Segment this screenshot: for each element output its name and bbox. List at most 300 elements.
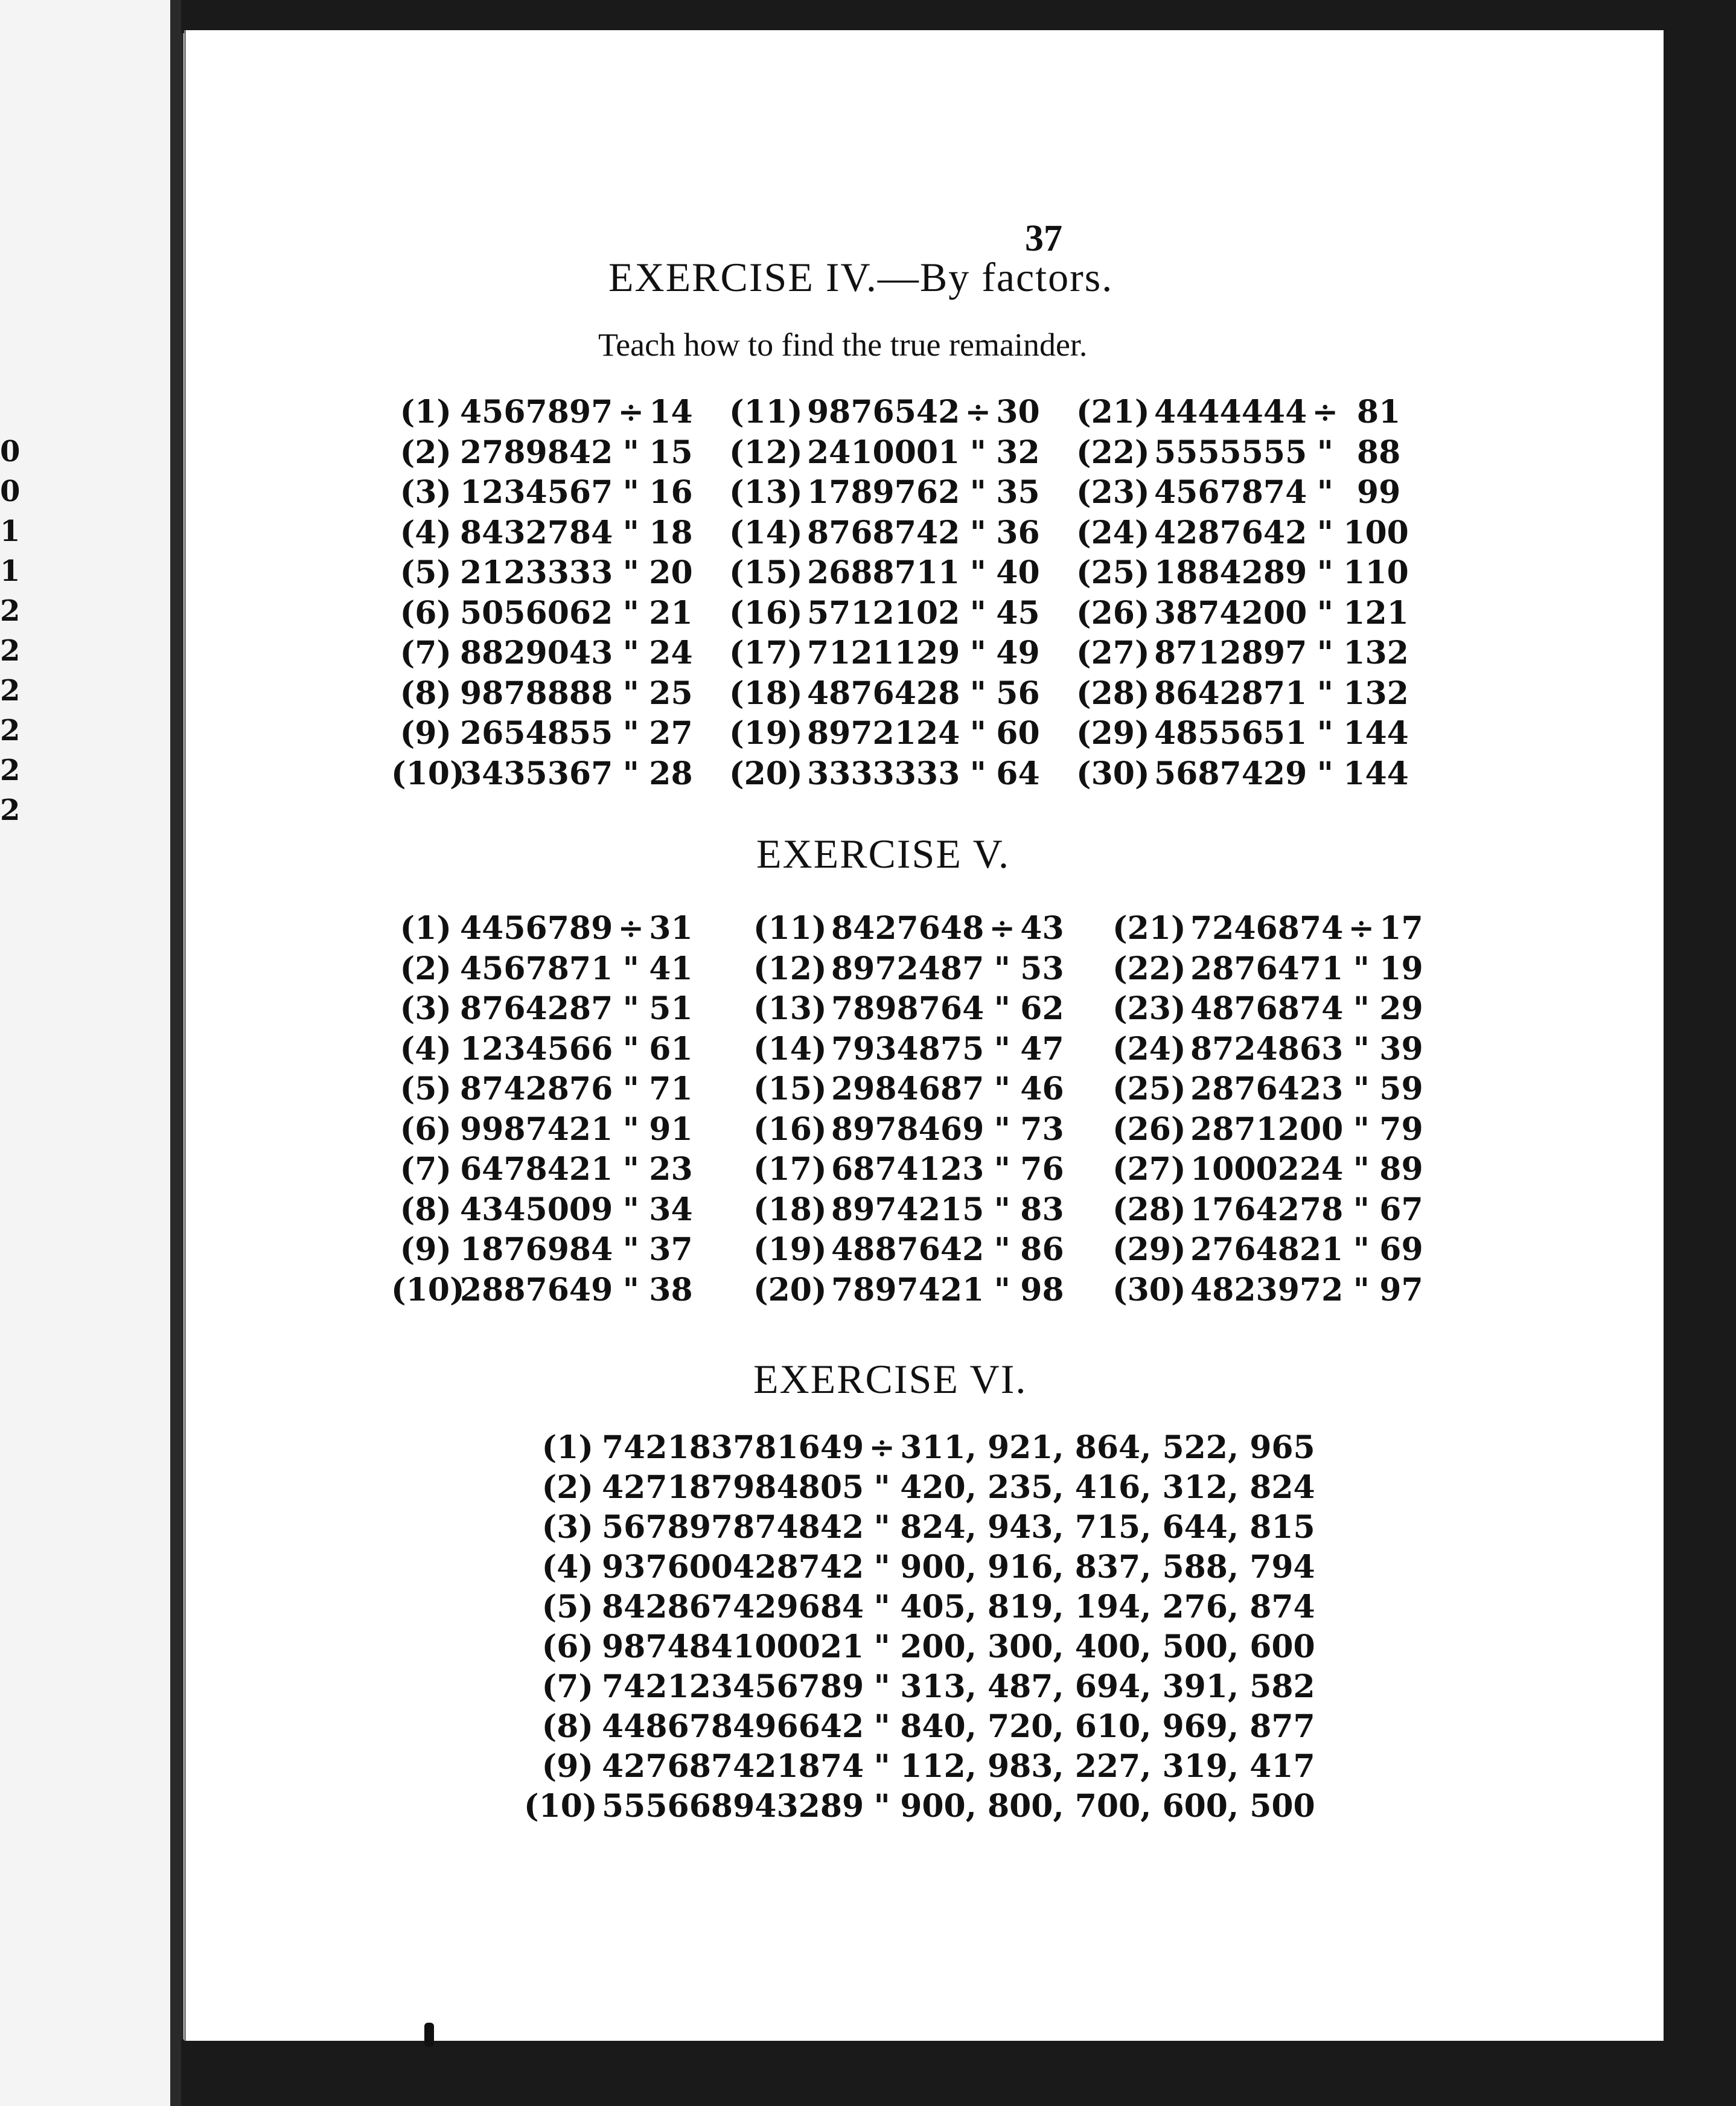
dividend: 8724863 — [1190, 1030, 1344, 1067]
dividend: 555668943289 — [602, 1788, 864, 1825]
division-operator: " — [1353, 990, 1370, 1027]
divisors: 405, 819, 194, 276, 874 — [900, 1589, 1315, 1625]
problem-label: (30) — [1076, 755, 1150, 792]
problem-row — [1076, 473, 1400, 513]
division-operator: " — [873, 1748, 890, 1785]
divisor: 28 — [649, 755, 693, 792]
divisor: 40 — [996, 554, 1040, 591]
divisor: 62 — [1020, 990, 1064, 1027]
division-operator: " — [1316, 674, 1333, 712]
problem-row — [391, 594, 693, 634]
divisor: 132 — [1343, 635, 1409, 671]
margin-digit: 2 — [0, 793, 21, 827]
dividend: 2984687 — [831, 1071, 984, 1107]
problem-row — [391, 754, 693, 795]
divisor: 132 — [1343, 674, 1409, 712]
divisor: 23 — [649, 1151, 693, 1188]
division-operator: " — [994, 1271, 1010, 1308]
divisor: 79 — [1379, 1110, 1423, 1148]
problem-label: (1) — [541, 1429, 593, 1466]
problem-row — [753, 1110, 1064, 1150]
dividend: 8742876 — [460, 1071, 613, 1107]
divisors: 313, 487, 694, 391, 582 — [900, 1668, 1315, 1705]
problem-row — [753, 909, 1064, 949]
divisor: 25 — [649, 674, 693, 712]
exercise-6-title: EXERCISE VI. — [753, 1356, 1027, 1402]
problem-row — [729, 674, 1040, 714]
division-operator: " — [622, 434, 639, 471]
dividend: 2688711 — [807, 554, 960, 591]
problem-row — [1112, 1110, 1423, 1150]
division-operator: " — [622, 674, 639, 712]
problem-label: (22) — [1112, 950, 1186, 987]
problem-label: (11) — [753, 910, 827, 947]
dividend: 2410001 — [807, 434, 960, 471]
problem-row — [1112, 1230, 1423, 1270]
problem-label: (2) — [400, 950, 452, 987]
division-operator: " — [873, 1628, 890, 1665]
problem-label: (18) — [753, 1191, 827, 1228]
division-operator: " — [622, 990, 639, 1027]
problem-label: (9) — [400, 715, 452, 752]
divisor: 97 — [1379, 1271, 1423, 1308]
division-operator: " — [994, 1071, 1010, 1107]
dividend: 7121129 — [807, 635, 960, 671]
problem-row — [391, 1069, 693, 1110]
division-operator: ÷ — [1348, 910, 1375, 947]
dividend: 5056062 — [460, 594, 613, 632]
problem-row — [1076, 714, 1409, 754]
dividend: 4345009 — [460, 1191, 613, 1228]
division-operator: " — [1316, 514, 1333, 551]
problem-label: (25) — [1112, 1071, 1186, 1107]
dividend: 8432784 — [460, 514, 613, 551]
dividend: 5687429 — [1154, 755, 1307, 792]
dividend: 7934875 — [831, 1030, 984, 1067]
dividend: 742123456789 — [602, 1668, 864, 1705]
problem-label: (1) — [400, 394, 452, 430]
division-operator: ÷ — [617, 394, 645, 430]
exercise-4-column-2 — [729, 392, 1040, 794]
problem-label: (6) — [400, 1110, 452, 1148]
dividend: 2871200 — [1190, 1110, 1344, 1148]
previous-page-margin-digits — [0, 432, 21, 830]
problem-row — [753, 989, 1064, 1029]
problem-row — [391, 1230, 693, 1270]
dividend: 427687421874 — [602, 1748, 864, 1785]
exercise-5-column-1 — [391, 909, 693, 1310]
divisors: 900, 916, 837, 588, 794 — [900, 1549, 1315, 1586]
exercise-5-column-2 — [753, 909, 1064, 1310]
dividend: 448678496642 — [602, 1708, 864, 1745]
division-operator: " — [969, 635, 986, 671]
problem-label: (3) — [541, 1509, 593, 1546]
dividend: 4876428 — [807, 674, 960, 712]
problem-row — [753, 1150, 1064, 1190]
dividend: 1764278 — [1190, 1191, 1344, 1228]
margin-digit: 1 — [0, 514, 21, 548]
divisors: 840, 720, 610, 969, 877 — [900, 1708, 1315, 1745]
division-operator: " — [622, 1030, 639, 1067]
divisor: 99 — [1356, 474, 1401, 511]
divisor: 64 — [996, 755, 1040, 792]
division-operator: " — [622, 635, 639, 671]
divisors: 900, 800, 700, 600, 500 — [900, 1788, 1315, 1825]
problem-label: (28) — [1076, 674, 1150, 712]
divisor: 16 — [649, 474, 693, 511]
division-operator: " — [1316, 474, 1333, 511]
divisor: 14 — [649, 394, 693, 430]
dividend: 8974215 — [831, 1191, 984, 1228]
divisors: 200, 300, 400, 500, 600 — [900, 1628, 1315, 1665]
division-operator: " — [873, 1469, 890, 1506]
divisor: 41 — [649, 950, 693, 987]
divisor: 38 — [649, 1271, 693, 1308]
dividend: 4823972 — [1190, 1271, 1344, 1308]
division-operator: " — [1353, 1271, 1370, 1308]
exercise-6-list — [524, 1428, 1315, 1826]
problem-label: (13) — [753, 990, 827, 1027]
problem-row — [1112, 949, 1423, 990]
dividend: 742183781649 — [602, 1429, 864, 1466]
problem-label: (7) — [400, 1151, 452, 1188]
problem-row — [729, 754, 1040, 795]
division-operator: ÷ — [869, 1429, 895, 1466]
dividend: 8764287 — [460, 990, 613, 1027]
margin-digit: 2 — [0, 714, 21, 747]
division-operator: " — [622, 1191, 639, 1228]
division-operator: " — [1353, 1151, 1370, 1188]
dividend: 5555555 — [1154, 434, 1307, 471]
problem-row — [753, 1190, 1064, 1231]
dividend: 2887649 — [460, 1271, 613, 1308]
division-operator: " — [1316, 594, 1333, 632]
problem-label: (17) — [729, 635, 803, 671]
divisor: 73 — [1020, 1110, 1064, 1148]
problem-label: (17) — [753, 1151, 827, 1188]
problem-row — [391, 1190, 693, 1231]
divisor: 15 — [649, 434, 693, 471]
problem-row — [524, 1428, 1315, 1468]
division-operator: " — [622, 1271, 639, 1308]
dividend: 6478421 — [460, 1151, 613, 1188]
division-operator: " — [1353, 1071, 1370, 1107]
problem-label: (30) — [1112, 1271, 1186, 1308]
exercise-5-column-3 — [1112, 909, 1423, 1310]
dividend: 5712102 — [807, 594, 960, 632]
dividend: 1884289 — [1154, 554, 1307, 591]
dividend: 567897874842 — [602, 1509, 864, 1546]
division-operator: " — [873, 1668, 890, 1705]
problem-label: (22) — [1076, 434, 1150, 471]
problem-row — [1112, 1069, 1423, 1110]
scan-shadow-right — [1659, 0, 1736, 2106]
problem-label: (29) — [1076, 715, 1150, 752]
problem-row — [524, 1508, 1315, 1547]
division-operator: " — [622, 1110, 639, 1148]
division-operator: " — [1316, 554, 1333, 591]
division-operator: " — [1316, 715, 1333, 752]
problem-label: (2) — [400, 434, 452, 471]
problem-row — [1112, 1029, 1423, 1070]
division-operator: " — [873, 1549, 890, 1586]
divisor: 36 — [996, 514, 1040, 551]
exercise-4-column-1 — [391, 392, 693, 794]
problem-label: (7) — [541, 1668, 593, 1705]
division-operator: " — [994, 950, 1010, 987]
dividend: 8642871 — [1154, 674, 1307, 712]
dividend: 4887642 — [831, 1231, 984, 1268]
division-operator: " — [622, 594, 639, 632]
divisor: 21 — [649, 594, 693, 632]
dividend: 1234566 — [460, 1030, 613, 1067]
problem-label: (28) — [1112, 1191, 1186, 1228]
division-operator: " — [622, 554, 639, 591]
divisor: 69 — [1379, 1231, 1423, 1268]
problem-row — [729, 553, 1040, 594]
divisor: 100 — [1343, 514, 1409, 551]
margin-digit: 2 — [0, 594, 21, 628]
divisors: 112, 983, 227, 319, 417 — [900, 1748, 1315, 1785]
problem-row — [1076, 433, 1400, 473]
problem-label: (4) — [400, 1030, 452, 1067]
problem-label: (4) — [541, 1549, 593, 1586]
divisor: 35 — [996, 474, 1040, 511]
problem-label: (11) — [729, 394, 803, 430]
division-operator: " — [994, 1231, 1010, 1268]
problem-row — [391, 909, 693, 949]
problem-row — [524, 1787, 1315, 1826]
divisor: 29 — [1379, 990, 1423, 1027]
dividend: 8712897 — [1154, 635, 1307, 671]
division-operator: " — [622, 1151, 639, 1188]
problem-row — [1076, 754, 1409, 795]
dividend: 7897421 — [831, 1271, 984, 1308]
problem-label: (27) — [1112, 1151, 1186, 1188]
divisor: 32 — [996, 434, 1040, 471]
problem-label: (5) — [400, 1071, 452, 1107]
problem-row — [524, 1587, 1315, 1627]
divisor: 76 — [1020, 1151, 1064, 1188]
problem-row — [753, 949, 1064, 990]
problem-row — [524, 1667, 1315, 1707]
problem-label: (25) — [1076, 554, 1150, 591]
problem-row — [729, 392, 1040, 433]
margin-digit: 2 — [0, 754, 21, 787]
dividend: 9987421 — [460, 1110, 613, 1148]
division-operator: " — [969, 554, 986, 591]
problem-row — [1112, 1150, 1423, 1190]
problem-row — [729, 594, 1040, 634]
divisor: 45 — [996, 594, 1040, 632]
divisor: 31 — [649, 910, 693, 947]
dividend: 8972487 — [831, 950, 984, 987]
problem-row — [391, 1110, 693, 1150]
problem-row — [729, 433, 1040, 473]
dividend: 4876874 — [1190, 990, 1344, 1027]
dividend: 4567874 — [1154, 474, 1307, 511]
dividend: 1234567 — [460, 474, 613, 511]
margin-digit: 0 — [0, 475, 21, 508]
problem-row — [1076, 633, 1409, 674]
division-operator: " — [994, 1191, 1010, 1228]
problem-label: (21) — [1076, 394, 1150, 430]
problem-label: (8) — [400, 674, 452, 712]
problem-row — [1076, 594, 1409, 634]
divisor: 49 — [996, 635, 1040, 671]
divisor: 34 — [649, 1191, 693, 1228]
dividend: 1876984 — [460, 1231, 613, 1268]
problem-label: (20) — [729, 755, 803, 792]
divisor: 61 — [649, 1030, 693, 1067]
divisor: 89 — [1379, 1151, 1423, 1188]
division-operator: " — [969, 474, 986, 511]
divisor: 46 — [1020, 1071, 1064, 1107]
page-number: 37 — [1025, 218, 1062, 259]
problem-label: (5) — [400, 554, 452, 591]
divisor: 86 — [1020, 1231, 1064, 1268]
problem-row — [1112, 909, 1423, 949]
division-operator: " — [969, 715, 986, 752]
dividend: 2654855 — [460, 715, 613, 752]
divisor: 121 — [1343, 594, 1409, 632]
problem-label: (27) — [1076, 635, 1150, 671]
problem-row — [1112, 989, 1423, 1029]
problem-row — [524, 1747, 1315, 1787]
problem-label: (23) — [1076, 474, 1150, 511]
divisor: 59 — [1379, 1071, 1423, 1107]
margin-digit: 1 — [0, 554, 21, 588]
problem-label: (29) — [1112, 1231, 1186, 1268]
dividend: 8978469 — [831, 1110, 984, 1148]
division-operator: ÷ — [965, 394, 992, 430]
division-operator: " — [994, 1110, 1010, 1148]
problem-label: (2) — [541, 1469, 593, 1506]
divisor: 98 — [1020, 1271, 1064, 1308]
dividend: 3874200 — [1154, 594, 1307, 632]
dividend: 1789762 — [807, 474, 960, 511]
divisor: 71 — [649, 1071, 693, 1107]
division-operator: " — [1316, 635, 1333, 671]
problem-label: (20) — [753, 1271, 827, 1308]
division-operator: " — [622, 1231, 639, 1268]
problem-row — [391, 513, 693, 554]
divisor: 60 — [996, 715, 1040, 752]
margin-digit: 0 — [0, 435, 21, 469]
margin-digit: 2 — [0, 634, 21, 668]
scan-shadow-top — [181, 0, 1736, 33]
problem-label: (19) — [729, 715, 803, 752]
problem-label: (16) — [753, 1110, 827, 1148]
dividend: 6874123 — [831, 1151, 984, 1188]
exercise-4-column-3 — [1076, 392, 1409, 794]
problem-row — [391, 433, 693, 473]
problem-row — [391, 674, 693, 714]
problem-row — [1076, 674, 1409, 714]
divisor: 144 — [1343, 755, 1409, 792]
divisor: 19 — [1379, 950, 1423, 987]
problem-label: (24) — [1112, 1030, 1186, 1067]
problem-row — [753, 1230, 1064, 1270]
division-operator: " — [969, 434, 986, 471]
dividend: 4567871 — [460, 950, 613, 987]
dividend: 8768742 — [807, 514, 960, 551]
problem-label: (10) — [524, 1788, 598, 1825]
problem-label: (12) — [729, 434, 803, 471]
problem-label: (10) — [391, 755, 465, 792]
divisors: 311, 921, 864, 522, 965 — [900, 1429, 1315, 1466]
division-operator: " — [994, 990, 1010, 1027]
division-operator: ÷ — [989, 910, 1016, 947]
problem-row — [391, 473, 693, 513]
problem-label: (23) — [1112, 990, 1186, 1027]
divisor: 53 — [1020, 950, 1064, 987]
problem-label: (12) — [753, 950, 827, 987]
division-operator: " — [622, 950, 639, 987]
dividend: 987484100021 — [602, 1628, 864, 1665]
problem-label: (3) — [400, 474, 452, 511]
problem-row — [1076, 513, 1409, 554]
dividend: 4444444 — [1154, 394, 1307, 430]
divisor: 39 — [1379, 1030, 1423, 1067]
dividend: 3333333 — [807, 755, 960, 792]
problem-label: (5) — [541, 1589, 593, 1625]
problem-label: (3) — [400, 990, 452, 1027]
division-operator: ÷ — [617, 910, 645, 947]
problem-row — [391, 989, 693, 1029]
problem-label: (18) — [729, 674, 803, 712]
divisor: 83 — [1020, 1191, 1064, 1228]
division-operator: " — [1353, 1030, 1370, 1067]
divisor: 30 — [996, 394, 1040, 430]
problem-row — [1076, 553, 1409, 594]
division-operator: " — [1316, 755, 1333, 792]
divisor: 110 — [1343, 554, 1409, 591]
problem-label: (7) — [400, 635, 452, 671]
dividend: 9878888 — [460, 674, 613, 712]
dividend: 2876471 — [1190, 950, 1344, 987]
divisor: 67 — [1379, 1191, 1423, 1228]
problem-row — [1112, 1190, 1423, 1231]
problem-label: (16) — [729, 594, 803, 632]
division-operator: " — [622, 514, 639, 551]
problem-row — [391, 1150, 693, 1190]
problem-row — [729, 714, 1040, 754]
division-operator: " — [1316, 434, 1333, 471]
scan-mark — [424, 2023, 434, 2047]
problem-label: (1) — [400, 910, 452, 947]
division-operator: " — [969, 514, 986, 551]
problem-label: (21) — [1112, 910, 1186, 947]
problem-row — [524, 1707, 1315, 1747]
dividend: 937600428742 — [602, 1549, 864, 1586]
problem-label: (8) — [541, 1708, 593, 1745]
dividend: 7898764 — [831, 990, 984, 1027]
problem-row — [753, 1069, 1064, 1110]
division-operator: " — [622, 1071, 639, 1107]
problem-row — [1112, 1270, 1423, 1311]
problem-row — [1076, 392, 1400, 433]
division-operator: " — [873, 1788, 890, 1825]
scan-shadow-bottom — [181, 2040, 1736, 2106]
dividend: 3435367 — [460, 755, 613, 792]
division-operator: " — [1353, 950, 1370, 987]
problem-row — [729, 633, 1040, 674]
division-operator: " — [969, 755, 986, 792]
dividend: 2789842 — [460, 434, 613, 471]
problem-row — [753, 1270, 1064, 1311]
division-operator: ÷ — [1312, 394, 1339, 430]
